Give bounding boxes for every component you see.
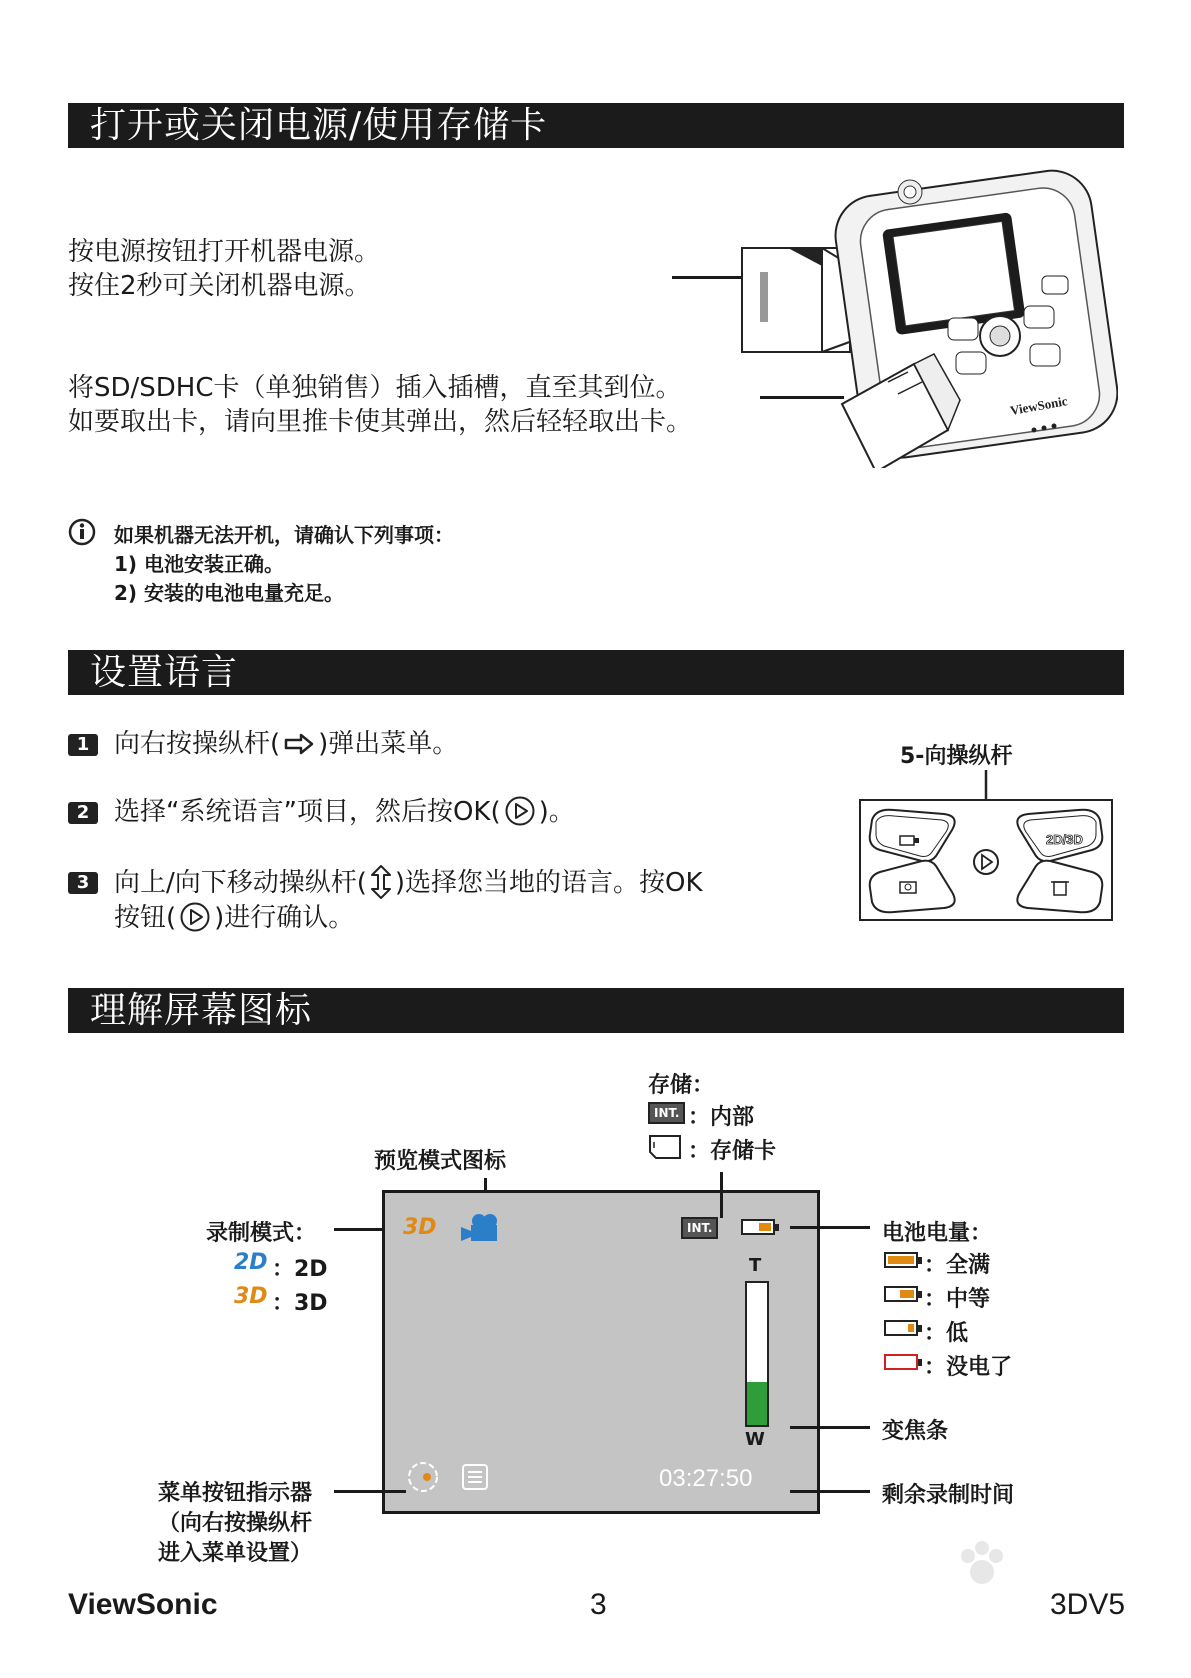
joystick-label: 5-向操纵杆 (900, 744, 1013, 769)
footer-page-number: 3 (590, 1588, 607, 1621)
step-3-text (114, 864, 703, 901)
zoom-bar (745, 1281, 769, 1427)
insert-card-text: 将SD/SDHC卡（单独销售）插入插槽，直至其到位。 (68, 373, 682, 403)
step-2-text-a: 选择“系统语言”项目，然后按OK( (114, 797, 501, 827)
record-mode-label: 录制模式： (206, 1221, 317, 1246)
battery-mid-icon (884, 1286, 918, 1302)
zoom-t-label: T (749, 1255, 762, 1276)
right-arrow-icon (283, 733, 315, 755)
step-2-text-b: )。 (538, 797, 575, 827)
lcd-battery-icon (741, 1219, 775, 1235)
step-3-text-d: )进行确认。 (214, 903, 355, 933)
pointer-line-menu (334, 1490, 406, 1493)
remaining-time-label: 剩余录制时间 (882, 1483, 1015, 1508)
step-2-text (114, 794, 575, 830)
preview-mode-label: 预览模式图标 (374, 1149, 507, 1174)
power-button-closeup (742, 248, 822, 352)
mode-2d-text: ：2D (272, 1257, 328, 1282)
ok-button-icon (504, 795, 536, 827)
step-number-2: 2 (68, 802, 98, 824)
device-brand: ViewSonic (1008, 393, 1069, 419)
zoom-bar-fill (747, 1382, 767, 1425)
step-number-1: 1 (68, 734, 98, 756)
camera-illustration (738, 168, 1118, 468)
section-title-power: 打开或关闭电源/使用存储卡 (68, 103, 1124, 148)
section-title-icons: 理解屏幕图标 (68, 988, 1124, 1033)
step-1-text (114, 726, 458, 762)
pointer-line-zoom (790, 1426, 870, 1429)
step-number-3: 3 (68, 872, 98, 894)
baidu-watermark (850, 1530, 1130, 1640)
ok-button-icon (179, 901, 211, 933)
storage-internal-text: ：内部 (688, 1105, 755, 1130)
zoom-w-label: W (745, 1429, 765, 1450)
pointer-line-battery (790, 1226, 870, 1229)
step-1-text-b: )弹出菜单。 (318, 729, 459, 759)
menu-indicator-note-1: （向右按操纵杆 (158, 1511, 313, 1536)
step-3-text-line2 (114, 900, 354, 936)
step-3-text-b: )选择您当地的语言。按OK (394, 868, 703, 898)
internal-memory-icon: INT. (648, 1102, 685, 1124)
menu-indicator-note-2: 进入菜单设置） (158, 1541, 313, 1566)
footer-model: 3DV5 (1050, 1588, 1126, 1621)
step-1-text-a: 向右按操纵杆( (114, 729, 281, 759)
pointer-line-storage (720, 1172, 723, 1218)
step-3-text-c: 按钮( (114, 903, 177, 933)
menu-indicator-icon (405, 1459, 441, 1495)
up-down-arrow-icon (369, 864, 393, 900)
mode-3d-text: ：3D (272, 1291, 328, 1316)
battery-mid-text: ：中等 (924, 1287, 991, 1312)
battery-full-text: ：全满 (924, 1253, 991, 1278)
mode-2d-icon: 2D (234, 1250, 268, 1275)
menu-list-icon (461, 1463, 489, 1491)
menu-indicator-label: 菜单按钮指示器 (158, 1481, 313, 1506)
battery-full-icon (884, 1252, 918, 1268)
battery-empty-text: ：没电了 (924, 1355, 1013, 1380)
storage-card-text: ：存储卡 (688, 1139, 777, 1164)
battery-low-icon (884, 1320, 918, 1336)
storage-label: 存储： (648, 1073, 715, 1098)
note-item-1: 1) 电池安装正确。 (114, 552, 285, 576)
lcd-mode-3d-icon: 3D (403, 1215, 437, 1240)
lcd-internal-memory-icon: INT. (681, 1217, 718, 1239)
footer-brand: ViewSonic (68, 1588, 218, 1621)
zoom-bar-label: 变焦条 (882, 1419, 949, 1444)
lcd-screen (382, 1190, 820, 1514)
note-heading: 如果机器无法开机，请确认下列事项： (114, 523, 454, 547)
battery-empty-icon (884, 1354, 918, 1370)
memory-card-icon (648, 1134, 682, 1160)
battery-low-text: ：低 (924, 1321, 969, 1346)
mode-3d-icon: 3D (234, 1284, 268, 1309)
power-on-text: 按电源按钮打开机器电源。 (68, 237, 381, 267)
step-3-text-a: 向上/向下移动操纵杆( (114, 868, 367, 898)
battery-label: 电池电量： (882, 1221, 993, 1246)
note-item-2: 2) 安装的电池电量充足。 (114, 581, 345, 605)
pointer-line-time (790, 1490, 870, 1493)
control-pad-diagram (858, 770, 1114, 922)
info-icon (68, 518, 96, 546)
remaining-time-value: 03:27:50 (659, 1465, 753, 1492)
pad-2d3d-label: 2D/3D (1046, 832, 1083, 847)
section-title-language: 设置语言 (68, 650, 1124, 695)
video-camera-icon (459, 1213, 503, 1245)
power-off-text: 按住2秒可关闭机器电源。 (68, 271, 371, 301)
remove-card-text: 如要取出卡，请向里推卡使其弹出，然后轻轻取出卡。 (68, 407, 693, 437)
